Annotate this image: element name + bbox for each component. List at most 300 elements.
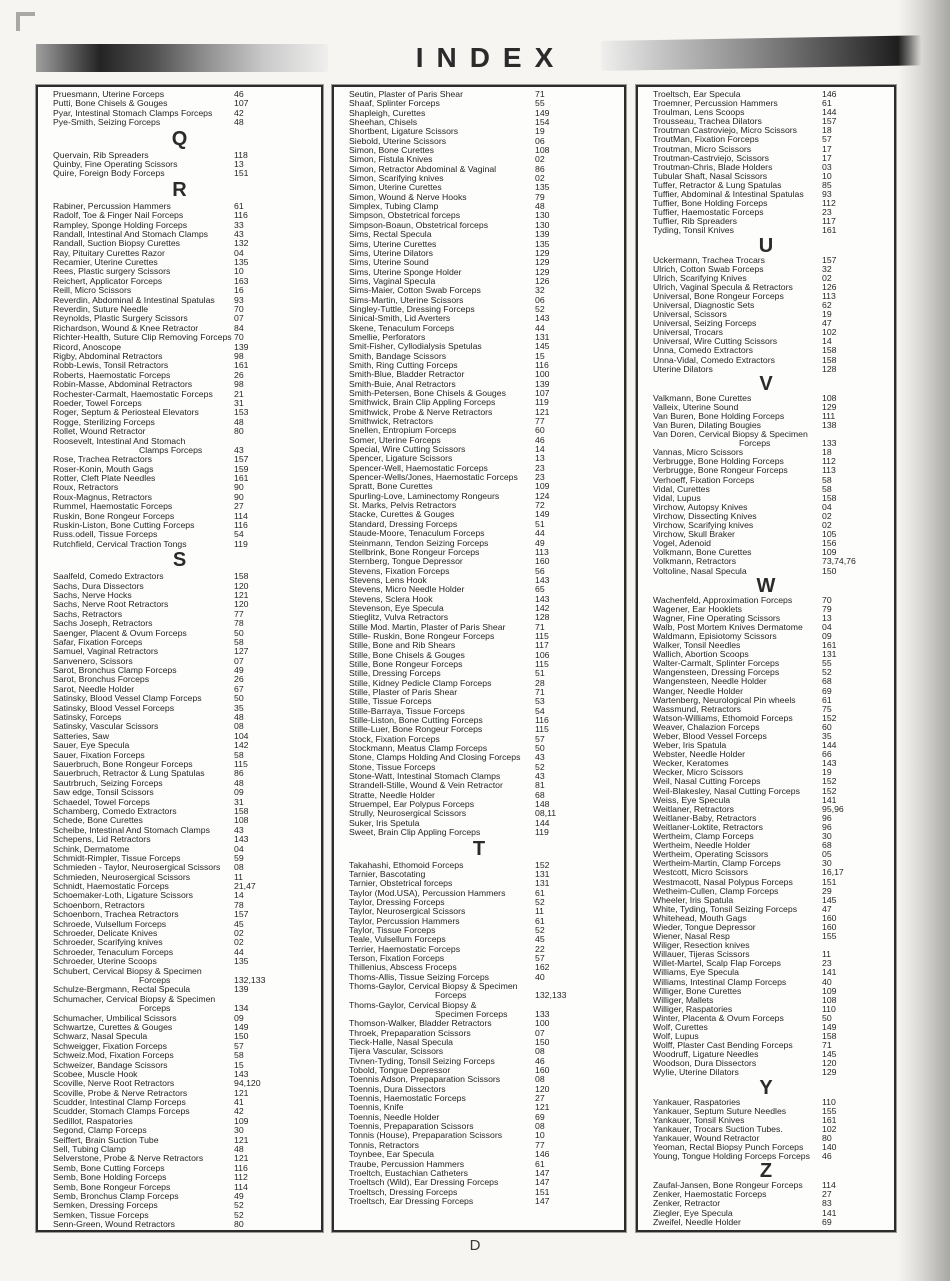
entry-name: Virchow, Dissecting Knives	[653, 510, 757, 521]
entry-page: 148	[535, 799, 550, 810]
entry-name: Walter-Carmalt, Splinter Forceps	[653, 658, 780, 669]
section-letter-Q: Q	[171, 127, 188, 150]
entry-page: 03	[822, 161, 832, 172]
index-entry	[38, 1220, 321, 1229]
entry-name: Schwarz, Nasal Specula	[53, 1031, 148, 1042]
entry-page: 16,17	[822, 867, 844, 878]
entry-page: 43	[234, 824, 244, 835]
entry-page: 135	[535, 182, 550, 193]
entry-page: 68	[822, 676, 832, 687]
entry-page: 98	[234, 379, 244, 390]
entry-name: Simplex, Tubing Clamp	[349, 201, 439, 212]
entry-page: 23	[535, 462, 545, 473]
entry-page: 07	[535, 1027, 545, 1038]
entry-page: 26	[234, 369, 244, 380]
entry-page: 48	[234, 416, 244, 427]
entry-page: 132,133	[234, 974, 266, 985]
entry-name: Quinby, Fine Operating Scissors	[53, 158, 178, 169]
entry-name: Ricord, Anoscope	[53, 341, 122, 352]
entry-page: 44	[535, 528, 545, 539]
entry-name: Sauer, Fixation Forceps	[53, 749, 145, 760]
entry-page: 23	[535, 472, 545, 483]
entry-name: Tarnier, Bascotating	[349, 868, 426, 879]
entry-name: Troutman Castroviejo, Micro Scissors	[653, 125, 798, 136]
entry-page: 90	[234, 482, 244, 493]
entry-name: Wallich, Abortion Scoops	[653, 649, 749, 660]
entry-page: 29	[822, 885, 832, 896]
entry-page: 161	[822, 640, 837, 651]
entry-page: 40	[822, 976, 832, 987]
entry-page: 67	[234, 683, 244, 694]
entry-name: Sternberg, Tongue Depressor	[349, 556, 463, 567]
entry-name: Tyding, Tonsil Knives	[653, 225, 734, 236]
entry-page: 14	[822, 336, 832, 347]
entry-page: 96	[822, 821, 832, 832]
entry-name: Sims-Martin, Uterine Scissors	[349, 294, 464, 305]
entry-name: Quire, Foreign Body Forceps	[53, 168, 165, 179]
entry-page: 18	[822, 447, 832, 458]
entry-page: 135	[234, 956, 249, 967]
index-column-2	[332, 85, 626, 1232]
entry-name: Spencer-Well, Haemostatic Forceps	[349, 462, 488, 473]
entry-page: 48	[535, 201, 545, 212]
entry-page: 08	[234, 862, 244, 873]
entry-page: 23	[822, 958, 832, 969]
entry-page: 17	[822, 152, 832, 163]
entry-name: Toennis, Dura Dissectors	[349, 1083, 446, 1094]
entry-name: Sheehan, Chisels	[349, 117, 418, 128]
index-entry	[38, 540, 321, 549]
entry-name: Zenker, Haemostatic Forceps	[653, 1189, 767, 1200]
entry-page: 77	[535, 416, 545, 427]
entry-name: Yankauer, Tonsil Knives	[653, 1114, 745, 1125]
entry-page: 119	[535, 827, 549, 838]
entry-page: 117	[822, 216, 836, 227]
entry-name: Selverstone, Probe & Nerve Retractors	[53, 1153, 204, 1164]
entry-page: 113	[822, 465, 836, 476]
entry-page: 142	[535, 602, 550, 613]
entry-name: Virchow, Scarifying knives	[653, 520, 754, 531]
entry-page: 55	[822, 658, 832, 669]
entry-name: Schroeder, Scarifying knives	[53, 937, 163, 948]
entry-page: 155	[822, 931, 837, 942]
entry-page: 02	[234, 928, 244, 939]
entry-name: Simon, Retractor Abdominal & Vaginal	[349, 163, 497, 174]
entry-page: 158	[822, 492, 837, 503]
entry-page: 86	[234, 768, 244, 779]
entry-name: Uterine Dilators	[653, 363, 713, 374]
entry-page: 06	[535, 294, 545, 305]
entry-page: 108	[822, 392, 837, 403]
entry-name: Reverdin, Suture Needle	[53, 304, 149, 315]
entry-name: Samuel, Vaginal Retractors	[53, 646, 159, 657]
entry-name: Weil, Nasal Cutting Forceps	[653, 776, 761, 787]
entry-name: Snellen, Entropium Forceps	[349, 425, 457, 436]
entry-name: Tivnen-Tyding, Tonsil Seizing Forceps	[349, 1055, 495, 1066]
entry-name: Rose, Trachea Retractors	[53, 454, 152, 465]
entry-page: 61	[535, 887, 545, 898]
entry-name: Stevens, Micro Needle Holder	[349, 584, 465, 595]
entry-name: Troemner, Percussion Hammers	[653, 98, 778, 109]
entry-page: 98	[234, 350, 244, 361]
entry-name: Semb, Bone Cutting Forceps	[53, 1162, 165, 1173]
entry-page: 96	[822, 812, 832, 823]
entry-name: Skene, Tenaculum Forceps	[349, 322, 455, 333]
entry-page: 129	[535, 247, 550, 258]
entry-page: 11	[822, 949, 832, 960]
entry-name: Simon, Wound & Nerve Hooks	[349, 191, 467, 202]
entry-page: 157	[822, 254, 837, 265]
entry-name: Sauerbruch, Bone Rongeur Forceps	[53, 759, 193, 769]
entry-name: Shapleigh, Curettes	[349, 107, 426, 118]
entry-name: Yankauer, Septum Suture Needles	[653, 1105, 787, 1116]
entry-name: Weber, Blood Vessel Forceps	[653, 731, 767, 741]
entry-page: 14	[535, 444, 545, 455]
entry-page: 157	[234, 909, 249, 920]
entry-name: Schoenborn, Retractors	[53, 899, 145, 910]
entry-name: Ruskin-Liston, Bone Cutting Forceps	[53, 520, 195, 531]
entry-page: 119	[535, 397, 549, 408]
entry-name: Reill, Micro Scissors	[53, 285, 132, 296]
entry-page: 58	[234, 636, 244, 647]
entry-page: 130	[535, 219, 550, 230]
entry-name: Stille-Liston, Bone Cutting Forceps	[349, 715, 483, 726]
entry-page: 19	[822, 767, 832, 778]
entry-name-continuation: Clamps Forceps	[139, 444, 203, 455]
entry-page: 112	[234, 1172, 248, 1183]
entry-page: 143	[535, 574, 550, 585]
entry-page: 113	[535, 546, 549, 557]
entry-name: Schroeder, Uterine Scoops	[53, 956, 157, 967]
entry-page: 77	[234, 608, 244, 619]
entry-page: 02	[535, 154, 545, 165]
entry-name: Stieglitz, Vulva Retractors	[349, 612, 449, 623]
entry-name: Thoms-Gaylor, Cervical Biopsy & Specimen	[349, 980, 518, 991]
entry-page: 44	[234, 946, 244, 957]
entry-name: Verbrugge, Bone Rongeur Forceps	[653, 465, 788, 476]
index-entry	[38, 118, 321, 127]
index-entry	[334, 828, 624, 837]
entry-name: Universal, Trocars	[653, 327, 723, 338]
entry-name: Strully, Neurosergical Scissors	[349, 808, 467, 819]
entry-name: Troulman, Lens Scoops	[653, 107, 745, 118]
entry-name: Woodson, Dura Dissectors	[653, 1058, 757, 1069]
entry-page: 153	[234, 407, 249, 418]
entry-page: 133	[535, 1009, 550, 1019]
entry-page: 50	[822, 1012, 832, 1023]
entry-page: 135	[535, 238, 550, 249]
entry-name: Saw edge, Tonsil Scissors	[53, 787, 154, 798]
entry-name: Schweiz.Mod, Fixation Forceps	[53, 1050, 174, 1061]
entry-page: 62	[822, 299, 832, 310]
entry-name: Stratte, Needle Holder	[349, 789, 435, 800]
entry-name: Richter-Health, Suture Clip Removing Forceps	[53, 332, 232, 343]
entry-page: 53	[535, 696, 545, 707]
entry-page: 09	[234, 1012, 244, 1023]
entry-page: 46	[822, 1151, 832, 1162]
entry-page: 75	[822, 703, 832, 714]
entry-name: Tuffer, Retractor & Lung Spatulas	[653, 179, 782, 190]
entry-name: Stille, Kidney Pedicle Clamp Forceps	[349, 677, 492, 688]
entry-name: Wanger, Needle Holder	[653, 685, 743, 696]
entry-name: Rees, Plastic surgery Scissors	[53, 266, 171, 277]
entry-page: 80	[234, 426, 244, 437]
entry-page: 02	[234, 937, 244, 948]
entry-page: 119	[234, 538, 248, 549]
entry-page: 129	[535, 257, 550, 268]
entry-name: Van Doren, Cervical Biopsy & Specimen	[653, 429, 808, 440]
entry-page: 109	[822, 547, 837, 558]
entry-page: 61	[535, 915, 545, 926]
section-letter-S: S	[172, 549, 187, 572]
entry-name: Stevens, Fixation Forceps	[349, 565, 450, 576]
entry-page: 83	[822, 1198, 832, 1209]
entry-page: 52	[234, 1200, 244, 1211]
entry-name: Safar, Fixation Forceps	[53, 636, 143, 647]
entry-name: Wolff, Plaster Cast Bending Forceps	[653, 1040, 793, 1051]
entry-name: Weber, Iris Spatula	[653, 740, 727, 751]
entry-page: 141	[822, 967, 837, 978]
entry-name: Richardson, Wound & Knee Retractor	[53, 322, 199, 333]
entry-page: 115	[234, 759, 248, 769]
entry-name: Roeder, Towel Forceps	[53, 397, 142, 408]
entry-page: 46	[535, 434, 545, 445]
entry-page: 51	[535, 668, 545, 679]
entry-name: Weiss, Eye Specula	[653, 794, 731, 805]
entry-name: Stevens, Sclera Hook	[349, 593, 433, 604]
entry-page: 95,96	[822, 803, 844, 814]
entry-page: 145	[822, 894, 837, 905]
entry-name: Schumacher, Cervical Biopsy & Specimen	[53, 993, 216, 1004]
entry-name: Smellie, Perforators	[349, 331, 426, 342]
entry-page: 149	[822, 1022, 837, 1032]
entry-name: Universal, Bone Rongeur Forceps	[653, 290, 784, 301]
page-title: INDEX	[415, 42, 567, 73]
entry-name: Spencer, Ligature Scissors	[349, 453, 453, 464]
entry-name: Unna-Vidal, Comedo Extractors	[653, 354, 776, 365]
entry-page: 147	[535, 1177, 550, 1188]
entry-page: 117	[535, 640, 549, 651]
entry-name: Simon, Uterine Curettes	[349, 182, 442, 193]
entry-page: 57	[234, 1040, 244, 1051]
entry-page: 114	[234, 1181, 248, 1192]
entry-page: 139	[535, 229, 550, 240]
entry-page: 120	[234, 599, 249, 610]
entry-name: Taylor, Neurosergical Scissors	[349, 906, 466, 917]
entry-page: 102	[822, 327, 837, 338]
entry-page: 78	[234, 618, 244, 629]
entry-name: Yankauer, Wound Retractor	[653, 1132, 760, 1143]
entry-page: 162	[535, 962, 550, 973]
entry-page: 48	[234, 777, 244, 788]
entry-page: 46	[535, 1055, 545, 1066]
entry-page: 157	[822, 116, 837, 127]
entry-name: Rochester-Carmalt, Haemostatic Forceps	[53, 388, 213, 399]
entry-page: 11	[234, 871, 244, 882]
entry-name: Wecker, Keratomes	[653, 758, 729, 769]
entry-name: Sachs, Retractors	[53, 608, 123, 619]
entry-name: Roger, Septum & Periosteal Elevators	[53, 407, 199, 418]
entry-page: 161	[234, 360, 249, 371]
entry-page: 35	[822, 731, 832, 741]
entry-name: Virchow, Skull Braker	[653, 529, 735, 540]
entry-name: Wertheim, Needle Holder	[653, 840, 751, 851]
entry-name: Thillenius, Abscess Froceps	[349, 962, 457, 973]
entry-page: 69	[822, 685, 832, 696]
entry-page: 132,133	[535, 990, 567, 1001]
entry-page: 14	[234, 890, 244, 901]
index-column-1	[36, 85, 323, 1232]
entry-page: 41	[234, 1097, 244, 1108]
entry-page: 10	[822, 170, 832, 181]
entry-page: 141	[822, 1207, 837, 1218]
entry-name: Smithwick, Brain Clip Appling Forceps	[349, 397, 496, 408]
entry-name: Ulrich, Vaginal Specula & Retractors	[653, 281, 793, 292]
entry-name: Wheeler, Iris Spatula	[653, 894, 734, 905]
entry-page: 06	[535, 135, 545, 146]
entry-name: Randall, Intestinal And Stomach Clamps	[53, 228, 209, 239]
entry-name: Toennis Adson, Prepaparation Scissors	[349, 1074, 501, 1085]
entry-name: Westcott, Micro Scissors	[653, 867, 748, 878]
entry-name: Schede, Bone Curettes	[53, 815, 143, 826]
entry-name: Stacke, Curettes & Gouges	[349, 509, 455, 520]
entry-page: 138	[822, 420, 837, 430]
entry-page: 72	[535, 500, 545, 511]
entry-name: Whitehead, Mouth Gags	[653, 912, 747, 923]
entry-name: Semken, Tissue Forceps	[53, 1209, 149, 1220]
entry-name: Williams, Intestinal Clamp Forceps	[653, 976, 787, 987]
entry-name: Verhoeff, Fixation Forceps	[653, 474, 755, 485]
entry-page: 79	[822, 603, 832, 614]
entry-page: 93	[822, 189, 832, 200]
entry-page: 139	[535, 378, 550, 389]
entry-name: Schroeder, Tenaculum Forceps	[53, 946, 174, 957]
entry-page: 129	[822, 401, 837, 412]
entry-page: 110	[822, 1096, 836, 1107]
entry-page: 27	[822, 1189, 832, 1200]
entry-page: 109	[535, 481, 550, 492]
entry-page: 52	[234, 1209, 244, 1220]
entry-page: 147	[535, 1167, 550, 1178]
entry-name: Terson, Fixation Forceps	[349, 952, 445, 963]
entry-page: 58	[822, 483, 832, 494]
entry-name: Stellbrink, Bone Rongeur Forceps	[349, 546, 480, 557]
entry-page: 130	[535, 210, 550, 221]
entry-page: 70	[234, 332, 244, 343]
entry-name: Semb, Bone Rongeur Forceps	[53, 1181, 171, 1192]
entry-page: 50	[535, 743, 545, 754]
entry-name: Schubert, Cervical Biopsy & Specimen	[53, 965, 202, 976]
entry-page: 120	[234, 580, 249, 591]
entry-name: Sachs, Nerve Root Retractors	[53, 599, 169, 610]
entry-name: Williger, Mallets	[653, 994, 714, 1005]
entry-name-continuation: Forceps	[139, 1003, 171, 1014]
entry-name: Simon, Fistula Knives	[349, 154, 433, 165]
entry-page: 102	[822, 1123, 837, 1134]
entry-page: 115	[535, 724, 549, 735]
entry-name: Ruskin, Bone Rongeur Forceps	[53, 510, 175, 521]
entry-page: 59	[234, 852, 244, 863]
entry-page: 114	[234, 510, 248, 521]
entry-name: Schoenborn, Trachea Retractors	[53, 909, 179, 920]
entry-page: 77	[535, 1139, 545, 1150]
entry-name: Stevenson, Eye Specula	[349, 602, 444, 613]
entry-page: 116	[535, 715, 549, 726]
entry-page: 60	[822, 721, 832, 732]
entry-page: 160	[822, 912, 837, 923]
section-letter-W: W	[756, 574, 776, 597]
entry-page: 149	[535, 509, 550, 520]
entry-name: Scoville, Probe & Nerve Retractors	[53, 1087, 188, 1098]
entry-page: 15	[234, 1059, 244, 1070]
entry-page: 120	[822, 1058, 837, 1069]
entry-name: Sims, Rectal Specula	[349, 229, 432, 240]
entry-name-continuation: Forceps	[739, 438, 771, 449]
entry-page: 156	[822, 538, 837, 549]
entry-page: 52	[535, 896, 545, 907]
entry-page: 81	[535, 780, 545, 791]
entry-name: Throek, Prepaparation Scissors	[349, 1027, 471, 1038]
entry-page: 160	[535, 556, 550, 567]
entry-page: 47	[822, 318, 832, 329]
entry-page: 04	[234, 247, 244, 258]
entry-name: Valkmann, Bone Curettes	[653, 392, 752, 403]
entry-page: 71	[535, 89, 545, 99]
entry-name: Williger, Bone Curettes	[653, 985, 742, 996]
entry-page: 124	[535, 490, 550, 501]
entry-name: Schweigger, Fixation Forceps	[53, 1040, 167, 1051]
entry-page: 151	[234, 168, 249, 179]
entry-name: Schoemaker-Loth, Ligature Scissors	[53, 890, 194, 901]
entry-name: Tieck-Halle, Nasal Specula	[349, 1037, 453, 1048]
entry-name: Singley-Tuttle, Dressing Forceps	[349, 303, 475, 314]
entry-name: Sachs Joseph, Retractors	[53, 618, 153, 629]
entry-page: 161	[822, 1114, 837, 1125]
entry-page: 56	[535, 565, 545, 576]
entry-name: Wieder, Tongue Depressor	[653, 921, 756, 932]
entry-name: Smith-Blue, Bladder Retractor	[349, 369, 465, 380]
entry-name: Saenger, Placent & Ovum Forceps	[53, 627, 187, 638]
entry-name: Woodruff, Ligature Needles	[653, 1049, 759, 1060]
entry-page: 02	[822, 510, 832, 521]
entry-page: 163	[234, 275, 249, 286]
entry-page: 151	[822, 876, 837, 887]
entry-name: Stille, Bone Rongeur Forceps	[349, 658, 463, 669]
entry-name: Seutin, Plaster of Paris Shear	[349, 89, 463, 99]
entry-page: 57	[535, 952, 545, 963]
entry-page: 110	[822, 1003, 836, 1014]
entry-page: 69	[535, 1111, 545, 1122]
entry-page: 49	[234, 1190, 244, 1201]
entry-name: Smith, Bandage Scissors	[349, 350, 447, 361]
entry-page: 50	[234, 627, 244, 638]
entry-name: Vannas, Micro Scissors	[653, 447, 744, 458]
entry-page: 50	[234, 693, 244, 704]
entry-name: Sarot, Bronchus Clamp Forceps	[53, 665, 177, 676]
entry-name: Thoms-Gaylor, Cervical Biopsy &	[349, 999, 477, 1010]
entry-name: Sanvenero, Scissors	[53, 655, 133, 666]
entry-name: Wertheim, Clamp Forceps	[653, 831, 754, 842]
entry-page: 109	[822, 985, 837, 996]
entry-name: Randall, Suction Biopsy Curettes	[53, 238, 180, 249]
entry-page: 114	[822, 1180, 836, 1191]
entry-page: 33	[234, 219, 244, 230]
index-entry	[334, 1197, 624, 1206]
entry-name: Stille Mod. Martin, Plaster of Paris Shear	[349, 621, 506, 632]
entry-name: Verbrugge, Bone Holding Forceps	[653, 456, 784, 467]
entry-page: 57	[822, 134, 832, 145]
entry-page: 116	[535, 359, 549, 370]
